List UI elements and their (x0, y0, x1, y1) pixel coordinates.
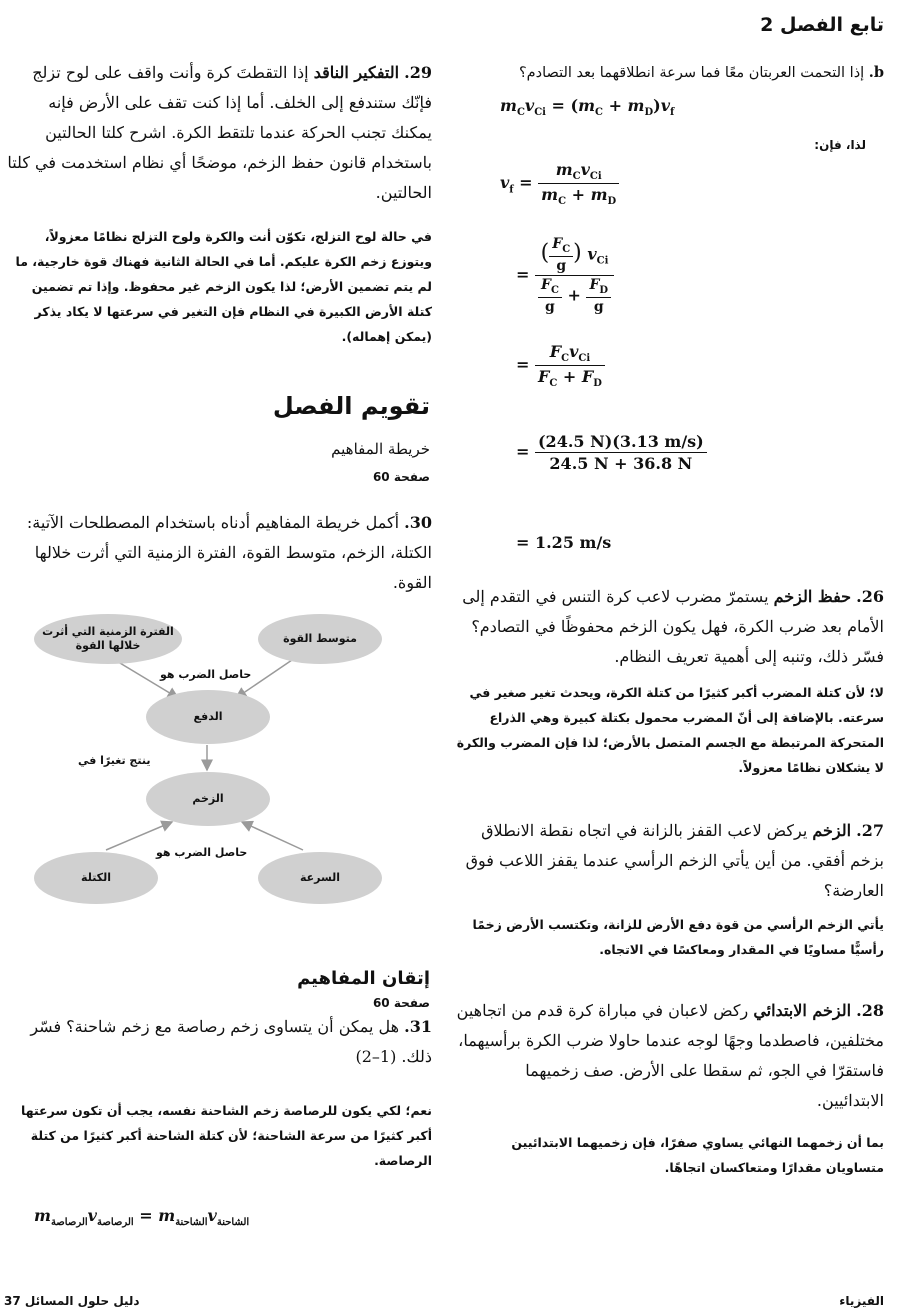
question-27-number: 27. (856, 821, 884, 840)
subscript-bullet: الرصاصة (50, 1217, 88, 1229)
question-28-number: 28. (856, 1001, 884, 1020)
concept-node-period: الفترة الزمنية التي أثرت خلالها القوة (34, 614, 182, 664)
page-reference: صفحة 60 (372, 470, 430, 484)
equation-momentum: $m_Cv_{Ci} = (m_C + m_D)v_f$ (500, 96, 675, 119)
question-29-number: 29. (404, 63, 432, 82)
concept-node-mass: الكتلة (34, 852, 158, 904)
concept-label-product-2: حاصل الضرب هو (156, 846, 248, 859)
concept-label-product-1: حاصل الضرب هو (160, 668, 252, 681)
equation-numeric: = $\frac{(24.5 N)(3.13 m/s)}{24.5 N + 36.8 N}$ (516, 432, 707, 473)
subscript-truck: الشاحنة (175, 1217, 208, 1229)
equation-force-ratio: = $\frac{F_Cv_{Ci}}{F_C + F_D}$ (516, 342, 605, 389)
question-28 (454, 996, 884, 1116)
question-31-number: 31. (404, 1017, 432, 1036)
answer-29: في حالة لوح التزلج، تكوّن أنت والكرة ولوح التزلج نظامًا معزولاً، ويتوزع زخم الكرة عليكم. أما في الحالة الثانية فهناك قوة خارجية، ما لم يتم تضمين الأرض؛ لذا يكون الزخم غير محفوظ. وإذا تم تضمين كتلة الأرض الكبيرة في النظام فإن التغير في سرعتها لا يكاد يذكر (يمكن إهماله). (15, 229, 432, 344)
question-28-title: الزخم الابتدائي (753, 1001, 852, 1020)
question-26-title: حفظ الزخم (773, 587, 852, 606)
answer-28: بما أن زخمهما النهائي يساوي صفرًا، فإن زخميهما الابتدائيين متساويان مقدارًا ومتعاكسان اتجاهًا. (511, 1135, 884, 1175)
answer-31: نعم؛ لكي يكون للرصاصة زخم الشاحنة نفسه، يجب أن تكون سرعتها أكبر كثيرًا من سرعة الشاحنة؛ لأن كتلة الشاحنة أكبر كثيرًا من كتلة الرصاصة. (21, 1103, 432, 1168)
chapter-title: تابع الفصل 2 (760, 14, 884, 36)
question-26 (454, 582, 884, 672)
subscript-bullet-v: الرصاصة (96, 1217, 134, 1229)
section-title: تقويم الفصل (272, 392, 430, 420)
question-b-text: إذا التحمت العربتان معًا فما سرعة انطلاقهما بعد التصادم؟ (518, 65, 865, 81)
concept-label-produces: ينتج تغيرًا في (78, 754, 151, 767)
question-27 (454, 816, 884, 906)
concept-node-momentum: الزخم (146, 772, 270, 826)
question-30-text: أكمل خريطة المفاهيم أدناه باستخدام المصطلحات الآتية: الكتلة، الزخم، متوسط القوة، الفترة الزمنية التي أثرت خلالها القوة. (26, 513, 432, 592)
question-29-text: إذا التقطتَ كرة وأنت واقف على لوح تزلج فإنّك ستندفع إلى الخلف. أما إذا كنت تقف على الأرض فإنه يمكنك تجنب الحركة عندما تلتقط الكرة. اشرح كلتا الحالتين باستخدام قانون حفظ الزخم، موضحًا أي نظام استخدمت في كلتا الحالتين. (7, 63, 432, 202)
question-27-title: الزخم (812, 821, 852, 840)
question-27-text: يركض لاعب القفز بالزانة في اتجاه نقطة الانطلاق بزخم أفقي. من أين يأتي الزخم الرأسي عندما يقفز اللاعب فوق العارضة؟ (465, 821, 884, 900)
question-26-text: يستمرّ مضرب لاعب كرة التنس في التقدم إلى الأمام بعد ضرب الكرة، فهل يكون الزخم محفوظًا في التصادم؟ فسّر ذلك، وتنبه إلى أهمية تعريف النظام. (462, 587, 884, 666)
equation-numeric-denominator: 24.5 N + 36.8 N (549, 454, 693, 473)
answer-27: يأتي الزخم الرأسي من قوة دفع الأرض للزانة، وتكتسب الأرض زخمًا رأسيًّا مساويًا في المقدار ومعاكسًا في الاتجاه. (472, 917, 884, 957)
equation-vf: $v_f$ = $\frac{m_Cv_{Ci}}{m_C + m_D}$ (500, 160, 619, 207)
equation-substitution-g: = ( $\frac{F_C}{g}$ ) $v_{Ci}$ $\frac{F_C}{g}$ + $\frac{F_D}{g}$ (516, 236, 614, 315)
footer-guide: دليل حلول المسائل 37 (4, 1294, 140, 1308)
question-28-text: ركض لاعبان في مباراة كرة قدم من اتجاهين مختلفين، فاصطدما وجهًا لوجه عندما حاولا ضرب الكرة برأسيهما، فاستقرّا في الجو، ثم سقطا على الأرض. صف زخميهما الابتدائيين. (456, 1001, 884, 1110)
question-b (454, 58, 884, 88)
page-reference-2: صفحة 60 (372, 996, 430, 1010)
concept-node-average-force: متوسط القوة (258, 614, 382, 664)
arrow-velocity-to-momentum (242, 822, 303, 850)
mastery-heading: إتقان المفاهيم (297, 968, 430, 989)
question-31-text: هل يمكن أن يتساوى زخم رصاصة مع زخم شاحنة؟ فسّر ذلك. (1–2) (30, 1017, 432, 1066)
question-29 (4, 58, 432, 208)
question-26-number: 26. (856, 587, 884, 606)
concept-node-impulse: الدفع (146, 690, 270, 744)
answer-26: لا؛ لأن كتلة المضرب أكبر كثيرًا من كتلة الكرة، ويحدث تغير صغير في سرعته. بالإضافة إلى أنّ المضرب محمول بكتلة كبيرة وهي الذراع المتحركة المرتبطة مع الجسم المتصل بالأرض؛ لذا فإن المضرب والكرة لا يشكلان نظامًا معزولاً. (456, 685, 884, 775)
footer-subject: الفيزياء (839, 1294, 884, 1308)
question-31 (4, 1012, 432, 1072)
concept-map-heading: خريطة المفاهيم (331, 440, 430, 458)
concept-node-velocity: السرعة (258, 852, 382, 904)
question-29-title: التفكير الناقد (313, 63, 400, 82)
equation-result: = 1.25 m/s (516, 533, 612, 552)
subscript-truck-v: الشاحنة (216, 1217, 250, 1229)
question-b-label: b. (868, 64, 884, 81)
question-30-number: 30. (404, 513, 432, 532)
question-30 (4, 508, 432, 598)
equation-numeric-numerator: (24.5 N)(3.13 m/s) (535, 432, 707, 453)
therefore-label: لذا، فإن: (814, 138, 866, 152)
equation-bullet-truck: $m_{الرصاصة}v_{الرصاصة} = m_{الشاحنة}v_{الشاحنة}$ (34, 1206, 250, 1229)
